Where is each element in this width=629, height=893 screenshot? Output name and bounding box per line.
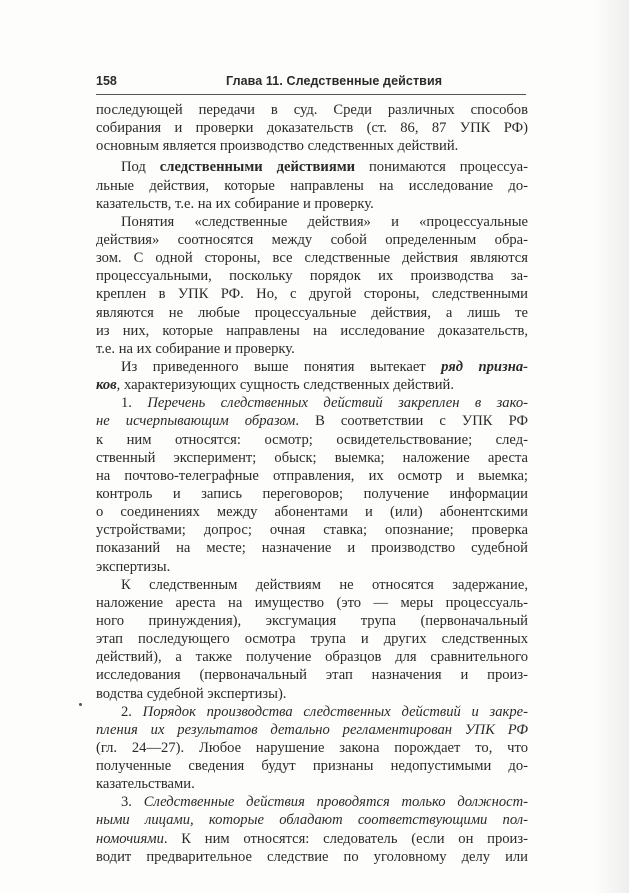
text-line bbox=[96, 576, 528, 594]
text-segment: 1. bbox=[121, 395, 148, 412]
text-segment: к ним относятся: осмотр; освидетельствование; след- bbox=[96, 431, 528, 448]
text-segment: контроль и запись переговоров; получение информации bbox=[96, 485, 528, 502]
text-segment: наложение ареста на имущество (это — меры процессуаль- bbox=[96, 594, 528, 611]
text-segment: о соединениях между абонентами и (или) абонентскими bbox=[96, 504, 528, 521]
text-segment: на почтово-телеграфные отправления, их осмотр и выемка; bbox=[96, 467, 528, 484]
text-segment: основным является производство следственных действий. bbox=[96, 138, 459, 155]
text-line bbox=[96, 703, 528, 721]
text-line bbox=[96, 793, 528, 811]
text-line bbox=[96, 101, 528, 119]
text-line bbox=[96, 137, 528, 155]
text-line bbox=[96, 666, 528, 684]
text-segment: действий), а также получение образцов для сравнительного bbox=[96, 649, 528, 666]
text-line bbox=[96, 249, 528, 267]
running-header bbox=[96, 74, 526, 92]
text-segment: казательств, т.е. на их собирание и проверку. bbox=[96, 195, 374, 212]
text-line bbox=[96, 213, 528, 231]
text-segment: , характеризующих сущность следственных действий. bbox=[116, 377, 454, 394]
text-line bbox=[96, 177, 528, 195]
bold-italic-term: ряд призна- bbox=[441, 358, 529, 375]
text-line bbox=[96, 848, 528, 866]
text-segment: понимаются процессуа- bbox=[355, 159, 528, 176]
text-segment: водит предварительное следствие по уголовному делу или bbox=[96, 848, 528, 865]
text-line bbox=[96, 394, 528, 412]
text-segment: ного принуждения), эксгумация трупа (первоначальный bbox=[96, 612, 528, 629]
text-line bbox=[96, 558, 528, 576]
text-line bbox=[96, 231, 528, 249]
italic-text: Порядок производства следственных действий и закре- bbox=[142, 703, 528, 720]
text-segment: полученные сведения будут признаны недопустимыми до- bbox=[96, 758, 528, 775]
text-line bbox=[96, 467, 528, 485]
text-line bbox=[96, 485, 528, 503]
text-segment: . В соответствии с УПК РФ bbox=[295, 413, 528, 430]
text-line bbox=[96, 412, 528, 430]
margin-mark bbox=[79, 703, 82, 706]
text-line bbox=[96, 630, 528, 648]
text-line bbox=[96, 721, 528, 739]
italic-text: пления их результатов детально регламентирован УПК РФ bbox=[96, 721, 528, 738]
text-line bbox=[96, 322, 528, 340]
text-segment: водства судебной экспертизы). bbox=[96, 685, 287, 702]
text-segment: из них, которые направлены на исследование доказательств, bbox=[96, 322, 528, 339]
bold-italic-term: ков bbox=[96, 377, 117, 394]
text-line bbox=[96, 267, 528, 285]
text-line bbox=[96, 431, 528, 449]
text-line bbox=[96, 775, 528, 793]
text-segment: последующей передачи в суд. Среди различных способов bbox=[96, 102, 528, 118]
italic-text: Следственные действия проводятся только должност- bbox=[143, 794, 528, 811]
text-line bbox=[96, 376, 528, 394]
bold-term: следственными действиями bbox=[159, 159, 356, 176]
text-segment: этап последующего осмотра трупа и других следственных bbox=[96, 631, 528, 648]
text-line bbox=[96, 119, 528, 137]
page-edge-shadow bbox=[595, 0, 629, 893]
text-segment: собирания и проверки доказательств (ст. 86, 87 УПК РФ) bbox=[96, 120, 528, 137]
text-line bbox=[96, 594, 528, 612]
text-segment: Из приведенного выше понятия вытекает bbox=[121, 358, 442, 375]
text-line bbox=[96, 757, 528, 775]
text-segment: . К ним относятся: следователь (если он произ- bbox=[163, 830, 528, 847]
text-segment: т.е. на их собирание и проверку. bbox=[96, 340, 295, 357]
text-segment: ственный эксперимент; обыск; выемка; наложение ареста bbox=[96, 449, 528, 466]
text-segment: устройствами; допрос; очная ставка; опознание; проверка bbox=[96, 522, 528, 539]
text-line bbox=[96, 811, 528, 829]
text-segment: Под bbox=[121, 159, 160, 176]
body-text bbox=[96, 101, 528, 866]
text-segment: льные действия, которые направлены на исследование до- bbox=[96, 177, 528, 194]
text-line bbox=[96, 521, 528, 539]
text-line bbox=[96, 539, 528, 557]
page-number: 158 bbox=[96, 74, 117, 88]
text-segment: 2. bbox=[121, 703, 143, 720]
text-line bbox=[96, 739, 528, 757]
header-rule bbox=[96, 94, 526, 95]
text-segment: креплен в УПК РФ. Но, с другой стороны, следственными bbox=[96, 286, 528, 303]
text-segment: К следственным действиям не относятся задержание, bbox=[121, 576, 528, 593]
text-line bbox=[96, 285, 528, 303]
text-line bbox=[96, 830, 528, 848]
chapter-title: Глава 11. Следственные действия bbox=[226, 74, 443, 88]
text-line bbox=[96, 195, 528, 213]
text-segment: показаний на месте; назначение и производство судебной bbox=[96, 540, 528, 557]
text-segment: (гл. 24—27). Любое нарушение закона порождает то, что bbox=[96, 739, 528, 756]
text-line bbox=[96, 503, 528, 521]
text-segment: экспертизы. bbox=[96, 558, 171, 575]
text-line bbox=[96, 612, 528, 630]
text-segment: 3. bbox=[121, 794, 144, 811]
text-line bbox=[96, 358, 528, 376]
text-segment: Понятия «следственные действия» и «процессуальные bbox=[121, 213, 528, 230]
text-segment: действия» соотносятся между собой определенным обра- bbox=[96, 231, 528, 248]
text-segment: являются не любые процессуальные действия, а лишь те bbox=[96, 304, 528, 321]
text-segment: процессуальными, поскольку порядок их производства за- bbox=[96, 268, 528, 285]
text-line bbox=[96, 340, 528, 358]
text-segment: казательствами. bbox=[96, 776, 195, 793]
italic-text: номочиями bbox=[96, 830, 164, 847]
italic-text: Перечень следственных действий закреплен в зако- bbox=[147, 395, 528, 412]
text-line bbox=[96, 685, 528, 703]
text-segment: зом. С одной стороны, все следственные действия являются bbox=[96, 250, 528, 267]
italic-text: ными лицами, которые обладают соответствующими пол- bbox=[96, 812, 528, 829]
text-line bbox=[96, 449, 528, 467]
text-segment: исследования (первоначальный этап назначения и произ- bbox=[96, 667, 528, 684]
text-line bbox=[96, 648, 528, 666]
text-line bbox=[96, 158, 528, 176]
italic-text: не исчерпывающим образом bbox=[96, 413, 296, 430]
text-line bbox=[96, 304, 528, 322]
